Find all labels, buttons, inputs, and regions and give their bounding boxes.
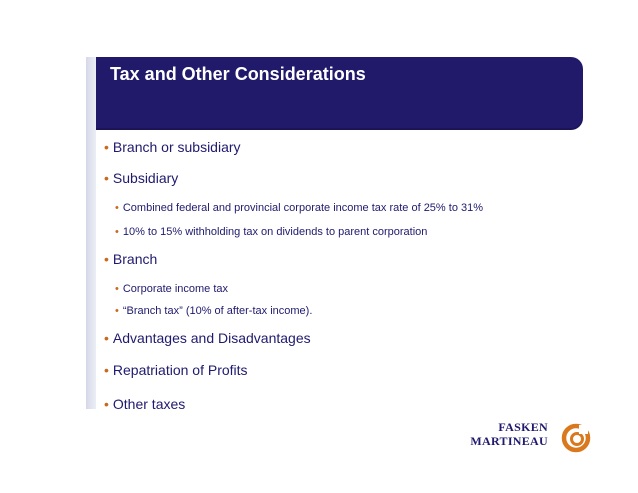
logo-line-1: FASKEN [498,420,548,434]
logo-line-2: MARTINEAU [470,434,548,448]
bullet-text: Other taxes [112,396,186,412]
bullet-dot: • [104,139,109,155]
bullet-dot: • [104,251,109,267]
bullet-text: Combined federal and provincial corporate income tax rate of 25% to 31% [122,202,484,214]
bullet-text: Subsidiary [112,170,179,186]
sub-bullet-item [115,202,483,214]
sub-bullet-item [115,305,312,317]
bullet-dot: • [115,202,119,214]
bullet-dot: • [104,330,109,346]
fasken-martineau-logo [470,420,592,456]
bullet-dot: • [115,283,119,295]
bullet-dot: • [115,305,119,317]
bullet-text: Repatriation of Profits [112,362,248,378]
sub-bullet-item [115,283,228,295]
sub-bullet-item [115,226,427,238]
bullet-item [104,396,185,412]
bullet-dot: • [104,396,109,412]
bullet-dot: • [104,362,109,378]
bullet-item [104,330,311,346]
bullet-item [104,251,157,267]
bullet-dot: • [115,226,119,238]
bullet-item [104,362,248,378]
bullet-text: Branch or subsidiary [112,139,241,155]
bullet-text: Advantages and Disadvantages [112,330,311,346]
fasken-circle-logo-icon [560,422,592,454]
bullet-text: “Branch tax” (10% of after-tax income). [122,305,313,317]
logo-wordmark [470,420,548,448]
bullet-item [104,170,178,186]
slide-title: Tax and Other Considerations [110,64,366,84]
bullet-dot: • [104,170,109,186]
left-accent-bar [86,57,96,409]
bullet-text: Corporate income tax [122,283,229,295]
bullet-text: 10% to 15% withholding tax on dividends to parent corporation [122,226,428,238]
bullet-item [104,139,241,155]
bullet-text: Branch [112,251,158,267]
